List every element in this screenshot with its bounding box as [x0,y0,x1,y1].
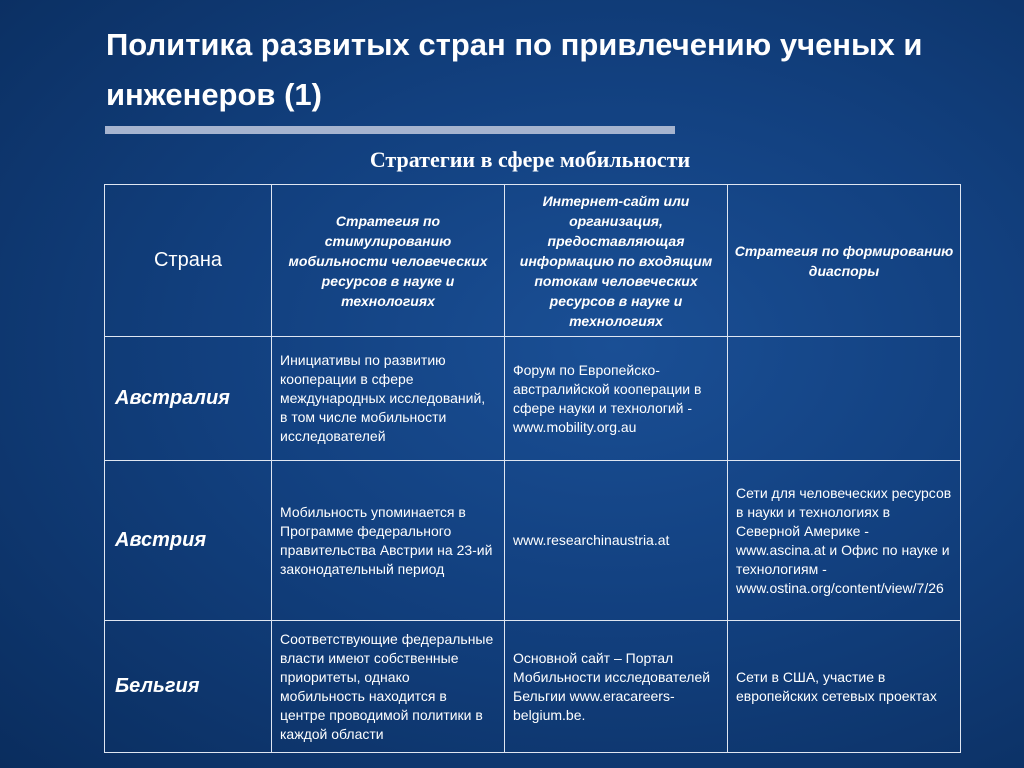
header-stimulation-strategy: Стратегия по стимулированию мобильности человеческих ресурсов в науке и технологиях [272,185,505,337]
header-website-organization: Интернет-сайт или организация, предоставляющая информацию по входящим потокам человеческих ресурсов в науке и технологиях [505,185,728,337]
table-row [105,461,961,621]
table-row [105,337,961,461]
row-diaspora: Сети в США, участие в европейских сетевых проектах [728,621,961,753]
row-diaspora: Сети для человеческих ресурсов в науки и технологиях в Северной Америке - www.ascina.at и Офис по науке и технологиям - www.ostina.org/content/view/7/26 [728,461,961,621]
row-website: Основной сайт – Портал Мобильности исследователей Бельгии www.eracareers-belgium.be. [505,621,728,753]
title-underline [105,126,675,134]
mobility-strategies-table [104,184,961,753]
header-diaspora-strategy: Стратегия по формированию диаспоры [728,185,961,337]
slide-subtitle: Стратегии в сфере мобильности [369,147,691,172]
slide-title: Политика развитых стран по привлечению ученых и инженеров (1) [106,27,923,112]
row-diaspora [728,337,961,461]
row-country: Австрия [105,461,272,621]
row-stimulation: Соответствующие федеральные власти имеют собственные приоритеты, однако мобильность находится в центре проводимой политики в каждой области [272,621,505,753]
row-country: Австралия [105,337,272,461]
table-header-row [105,185,961,337]
table-row [105,621,961,753]
row-website: Форум по Европейско-австралийской кооперации в сфере науки и технологий - www.mobility.org.au [505,337,728,461]
row-stimulation: Инициативы по развитию кооперации в сфере международных исследований, в том числе мобильности исследователей [272,337,505,461]
row-website: www.researchinaustria.at [505,461,728,621]
header-country: Страна [105,185,272,337]
row-stimulation: Мобильность упоминается в Программе федерального правительства Австрии на 23-ий законодательный период [272,461,505,621]
row-country: Бельгия [105,621,272,753]
